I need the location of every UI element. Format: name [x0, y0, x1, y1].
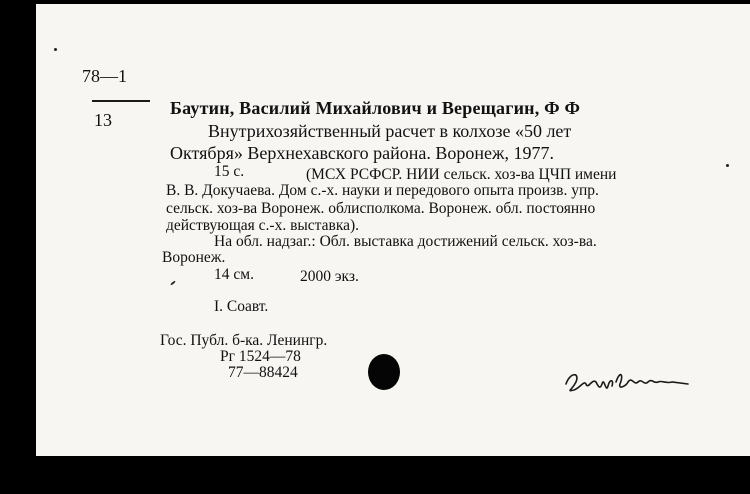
index-divider [92, 100, 150, 102]
publisher-line-1: (МСХ РСФСР. НИИ сельск. хоз-ва ЦЧП имени [306, 166, 617, 183]
publisher-line-4: действующая с.-х. выставка). [166, 217, 360, 234]
reg-number: Рг 1524—78 [220, 348, 301, 365]
index-top: 78—1 [82, 66, 127, 86]
pages: 15 с. [214, 163, 245, 180]
note-line-2: Воронеж. [162, 249, 226, 266]
ink-speck [726, 164, 729, 167]
publisher-line-3: сельск. хоз-ва Воронеж. облисполкома. Воронеж. обл. постоянно [166, 200, 596, 217]
ink-speck [54, 48, 57, 51]
coauthor: I. Соавт. [214, 298, 269, 315]
note-line-1: На обл. надзаг.: Обл. выставка достижений сельск. хоз-ва. [214, 233, 597, 250]
copies: 2000 экз. [300, 268, 359, 285]
publisher-line-2: В. В. Докучаева. Дом с.-х. науки и передового опыта произв. упр. [166, 182, 599, 199]
author-heading: Баутин, Василий Михайлович и Верещагин, Ф Ф [170, 98, 581, 118]
library: Гос. Публ. б-ка. Ленингр. [160, 332, 328, 349]
title-line-2: Октября» Верхнехавского района. Воронеж, 1977. [170, 143, 554, 163]
punch-hole [368, 354, 400, 390]
handwritten-signature [562, 360, 692, 400]
title-line-1: Внутрихозяйственный расчет в колхозе «50 лет [208, 121, 572, 141]
index-bottom: 13 [94, 110, 112, 130]
size: 14 см. [214, 266, 254, 283]
catalog-number: 77—88424 [228, 364, 298, 381]
ink-mark [170, 280, 176, 285]
